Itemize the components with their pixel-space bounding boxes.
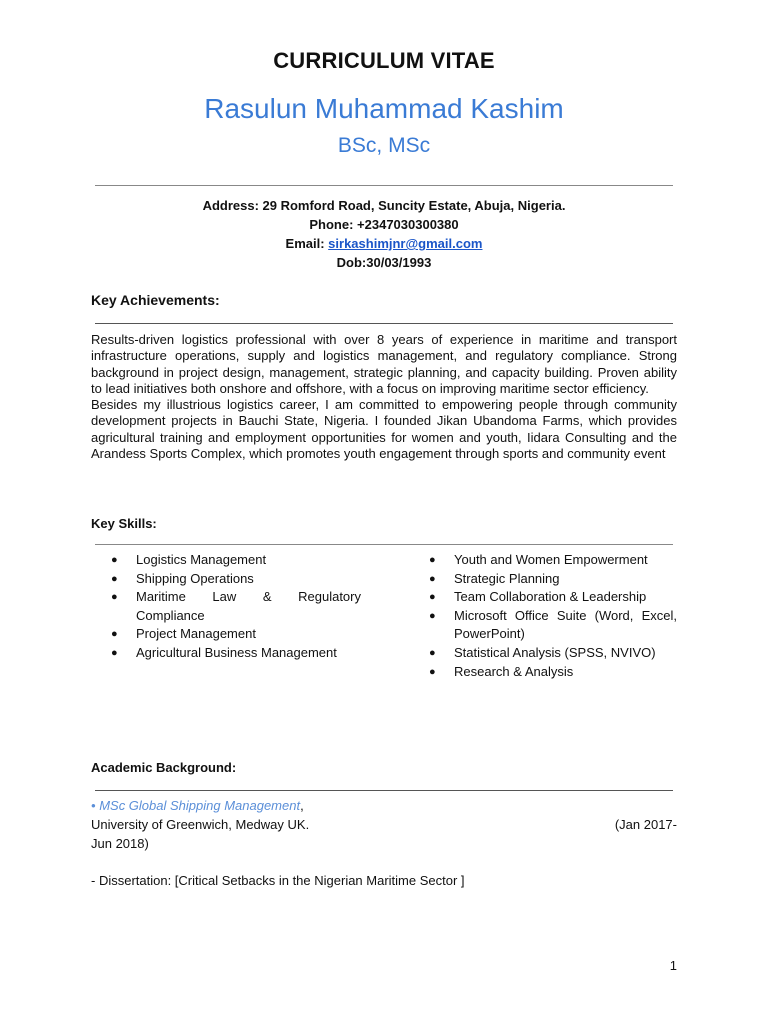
contact-email-line bbox=[0, 236, 768, 251]
skill-item: ● Agricultural Business Management bbox=[111, 644, 361, 663]
skill-item: ● Microsoft Office Suite (Word, Excel, PowerPoint) bbox=[429, 607, 677, 642]
bullet-icon: ● bbox=[111, 628, 118, 641]
skills-divider bbox=[95, 544, 673, 545]
bullet-icon: ● bbox=[429, 554, 436, 566]
skills-column-left bbox=[111, 551, 361, 663]
bullet-icon: ● bbox=[429, 665, 436, 678]
academic-period-start: (Jan 2017- bbox=[614, 817, 677, 832]
academic-divider bbox=[95, 790, 673, 791]
contact-email-link[interactable]: sirkashimjnr@gmail.com bbox=[328, 236, 483, 251]
academic-heading: Academic Background: bbox=[91, 760, 237, 775]
bullet-icon: ● bbox=[429, 646, 436, 659]
bullet-icon: ● bbox=[429, 591, 436, 604]
page-number: 1 bbox=[669, 958, 677, 973]
contact-dob: Dob:30/03/1993 bbox=[336, 255, 432, 270]
bullet-icon: ● bbox=[111, 572, 118, 585]
skill-item: ● Logistics Management bbox=[111, 551, 361, 570]
academic-institution: University of Greenwich, Medway UK. bbox=[91, 817, 310, 832]
bullet-icon: ● bbox=[429, 572, 436, 585]
candidate-degrees: BSc, MSc bbox=[337, 134, 431, 157]
achievements-text bbox=[91, 332, 677, 462]
achievements-paragraph-2: Besides my illustrious logistics career, I am committed to empowering people through community development projects in Bauchi State, Nigeria. I founded Jikan Ubandoma Farms, which provides agricultural training and employment opportunities for women and youth, Iidara Consulting and the Arandess Sports Complex, which promotes youth engagement through sports and community event bbox=[91, 397, 677, 462]
achievements-divider bbox=[95, 323, 673, 324]
skill-item: ● Statistical Analysis (SPSS, NVIVO) bbox=[429, 644, 677, 663]
degree-bullet: • bbox=[91, 798, 96, 813]
contact-phone: Phone: +2347030300380 bbox=[309, 217, 459, 232]
skill-item: ● Team Collaboration & Leadership bbox=[429, 588, 677, 607]
bullet-icon: ● bbox=[111, 646, 118, 659]
skill-item: ● Youth and Women Empowerment bbox=[429, 551, 677, 570]
academic-degree-line bbox=[91, 798, 304, 813]
academic-dissertation: - Dissertation: [Critical Setbacks in the Nigerian Maritime Sector ] bbox=[91, 873, 465, 888]
skill-item: ● Project Management bbox=[111, 625, 361, 644]
degree-title: MSc Global Shipping Management bbox=[99, 798, 301, 813]
candidate-name: Rasulun Muhammad Kashim bbox=[204, 93, 564, 124]
achievements-heading: Key Achievements: bbox=[91, 292, 220, 308]
bullet-icon: ● bbox=[111, 591, 118, 604]
document-heading: CURRICULUM VITAE bbox=[273, 48, 495, 73]
skill-item: ● Maritime Law & Regulatory Compliance bbox=[111, 589, 361, 623]
bullet-icon: ● bbox=[429, 609, 436, 622]
contact-address: Address: 29 Romford Road, Suncity Estate, Abuja, Nigeria. bbox=[202, 198, 566, 213]
skills-heading: Key Skills: bbox=[91, 516, 157, 531]
header-divider bbox=[95, 185, 673, 186]
academic-period-end: Jun 2018) bbox=[91, 836, 149, 851]
contact-email-label: Email: bbox=[285, 236, 325, 251]
bullet-icon: ● bbox=[111, 554, 118, 566]
achievements-paragraph-1: Results-driven logistics professional with over 8 years of experience in maritime and transport infrastructure operations, supply and logistics management, and regulatory compliance. Strong background in project design, management, strategic planning, and capacity building. Proven ability to lead initiatives both onshore and offshore, with a focus on improving maritime sector efficiency. bbox=[91, 332, 677, 396]
degree-suffix: , bbox=[300, 798, 304, 813]
skill-item: ● Research & Analysis bbox=[429, 663, 677, 682]
skill-item: ● Shipping Operations bbox=[111, 570, 361, 589]
skill-item: ● Strategic Planning bbox=[429, 570, 677, 589]
skills-column-right bbox=[429, 551, 677, 681]
